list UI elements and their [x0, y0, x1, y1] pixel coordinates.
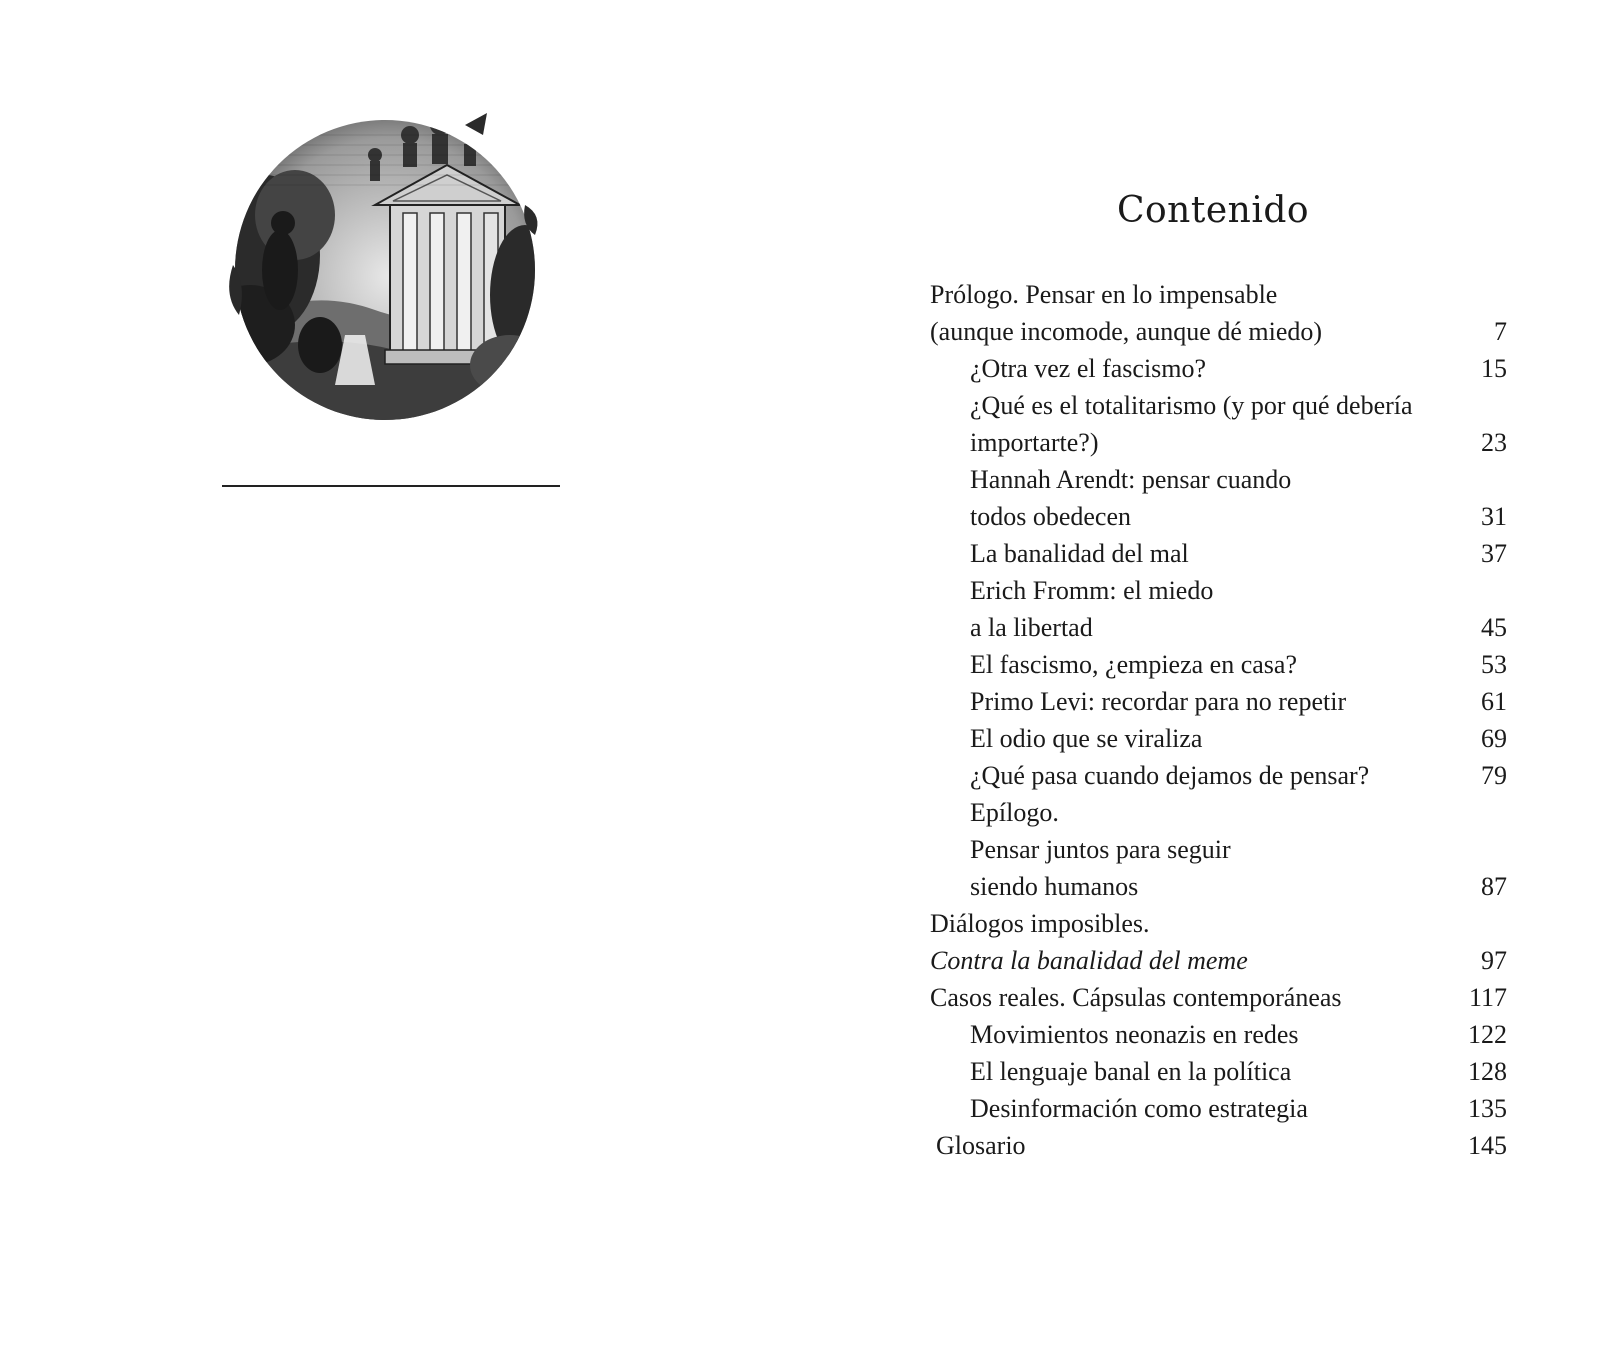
toc-entry [930, 1016, 1507, 1053]
toc-entry-title: ¿Qué es el totalitarismo (y por qué debería [970, 391, 1413, 420]
toc-entry [930, 831, 1507, 868]
toc-entry-page-number: 69 [1481, 724, 1507, 753]
toc-entry-page-number: 128 [1468, 1057, 1507, 1086]
toc-entry-title: Movimientos neonazis en redes [970, 1020, 1299, 1049]
toc-entry-title: Diálogos imposibles. [930, 909, 1150, 938]
toc-entry-page-number: 145 [1468, 1131, 1507, 1160]
right-page [800, 0, 1600, 1360]
toc-entry-title: Glosario [936, 1131, 1026, 1160]
toc-entry-page-number: 61 [1481, 687, 1507, 716]
toc-entry-page-number: 37 [1481, 539, 1507, 568]
toc-entry [930, 942, 1507, 979]
toc-entry-title: importarte?) [970, 428, 1099, 457]
toc-entry-title: El lenguaje banal en la política [970, 1057, 1292, 1086]
toc-entry-title: ¿Otra vez el fascismo? [970, 354, 1207, 383]
toc-entry [930, 424, 1507, 461]
toc-entry-title: El odio que se viraliza [970, 724, 1203, 753]
toc-entry [930, 683, 1507, 720]
toc-entry [930, 350, 1507, 387]
toc-entry [930, 979, 1507, 1016]
toc-entry [930, 572, 1507, 609]
toc-entry-title: Pensar juntos para seguir [970, 835, 1231, 864]
toc-entry [930, 498, 1507, 535]
toc-entry-title: Contra la banalidad del meme [930, 946, 1248, 975]
toc-entry [930, 1090, 1507, 1127]
toc-entry-page-number: 97 [1481, 946, 1507, 975]
toc-entry [930, 794, 1507, 831]
toc-entry [930, 868, 1507, 905]
toc-entry-page-number: 45 [1481, 613, 1507, 642]
horizontal-rule [222, 485, 560, 487]
table-of-contents [930, 276, 1507, 1164]
toc-entry-title: La banalidad del mal [970, 539, 1189, 568]
toc-entry [930, 1127, 1507, 1164]
toc-entry [930, 461, 1507, 498]
page-title: Contenido [1116, 190, 1310, 231]
toc-entry [930, 1053, 1507, 1090]
toc-entry [930, 387, 1507, 424]
classical-temple-engraving-icon [225, 95, 555, 425]
toc-entry-page-number: 117 [1468, 983, 1507, 1012]
toc-entry-title: Casos reales. Cápsulas contemporáneas [930, 983, 1342, 1012]
toc-entry-page-number: 15 [1481, 354, 1507, 383]
toc-entry [930, 646, 1507, 683]
toc-entry-title: Epílogo. [970, 798, 1059, 827]
toc-entry-title: siendo humanos [970, 872, 1139, 901]
toc-entry [930, 313, 1507, 350]
toc-entry-title: todos obedecen [970, 502, 1132, 531]
toc-entry-page-number: 79 [1481, 761, 1507, 790]
toc-entry-page-number: 7 [1494, 317, 1507, 346]
toc-entry-title: Primo Levi: recordar para no repetir [970, 687, 1347, 716]
toc-entry-title: (aunque incomode, aunque dé miedo) [930, 317, 1323, 346]
toc-entry-page-number: 122 [1468, 1020, 1507, 1049]
toc-entry-title: ¿Qué pasa cuando dejamos de pensar? [970, 761, 1370, 790]
toc-entry-title: El fascismo, ¿empieza en casa? [970, 650, 1297, 679]
toc-entry [930, 276, 1507, 313]
toc-entry-title: Desinformación como estrategia [970, 1094, 1308, 1123]
toc-entry [930, 535, 1507, 572]
toc-entry-page-number: 23 [1481, 428, 1507, 457]
toc-entry [930, 757, 1507, 794]
toc-entry-page-number: 135 [1468, 1094, 1507, 1123]
toc-entry [930, 720, 1507, 757]
toc-entry-title: Prólogo. Pensar en lo impensable [930, 280, 1278, 309]
toc-entry-title: a la libertad [970, 613, 1093, 642]
toc-entry-page-number: 87 [1481, 872, 1507, 901]
toc-entry-title: Hannah Arendt: pensar cuando [970, 465, 1292, 494]
toc-entry [930, 905, 1507, 942]
toc-entry [930, 609, 1507, 646]
toc-entry-title: Erich Fromm: el miedo [970, 576, 1214, 605]
toc-entry-page-number: 31 [1481, 502, 1507, 531]
toc-entry-page-number: 53 [1481, 650, 1507, 679]
